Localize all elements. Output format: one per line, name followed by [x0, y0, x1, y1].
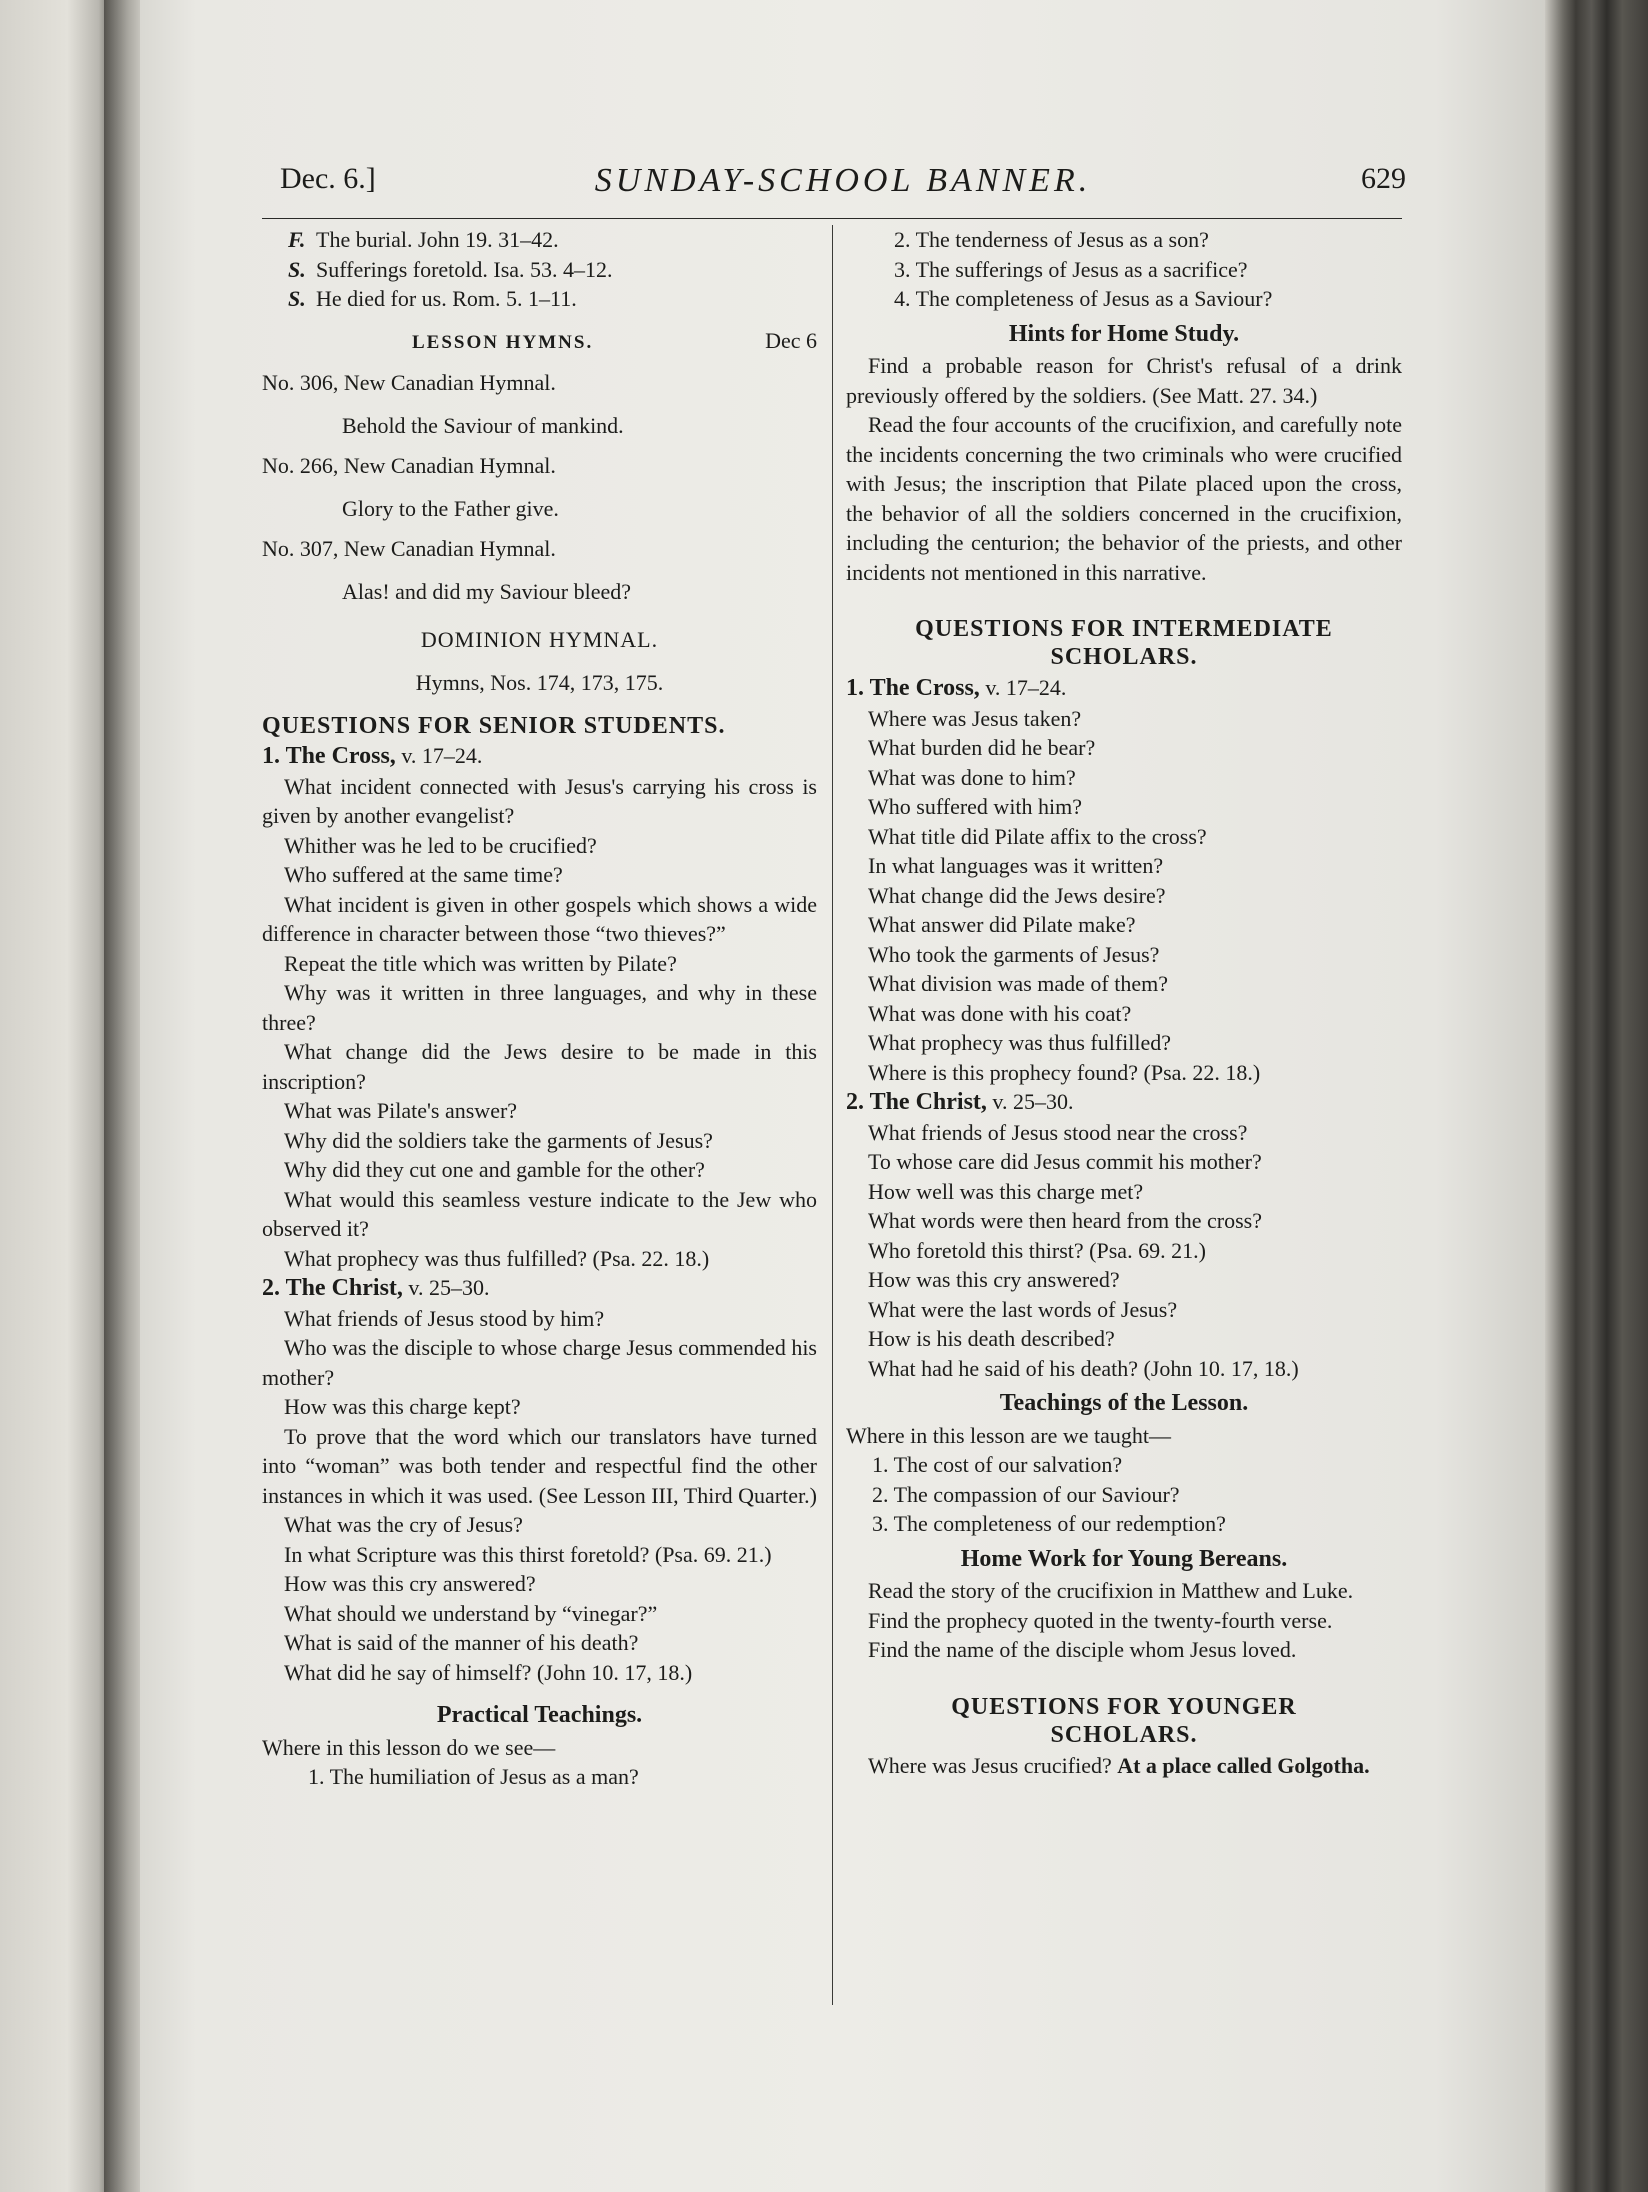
hints-heading: Hints for Home Study. — [1008, 320, 1240, 347]
younger-question: Where was Jesus crucified? At a place called Golgotha. — [868, 1752, 1370, 1778]
question: What answer did Pilate make? — [868, 912, 1136, 937]
practical-item: 4. The completeness of Jesus as a Saviour? — [894, 286, 1273, 311]
dominion-hymnal-heading: DOMINION HYMNAL. — [420, 626, 659, 652]
adjacent-page-edge — [0, 0, 112, 2192]
hymn-number: No. 306, New Canadian Hymnal. — [262, 369, 556, 395]
younger-heading-line2: SCHOLARS. — [1050, 1721, 1198, 1748]
question: What incident is given in other gospels which shows a wide difference in character between those “two thieves?” — [262, 891, 817, 946]
practical-intro: Where in this lesson do we see— — [262, 1734, 556, 1760]
question: Who foretold this thirst? (Psa. 69. 21.) — [868, 1237, 1206, 1263]
question: What was Pilate's answer? — [284, 1098, 518, 1123]
senior-section-christ: 2. The Christ, v. 25–30. — [262, 1275, 490, 1301]
question: How was this cry answered? — [868, 1267, 1120, 1292]
question: What friends of Jesus stood by him? — [284, 1305, 605, 1331]
header-date: Dec. 6.] — [280, 162, 376, 195]
question: What burden did he bear? — [868, 735, 1096, 760]
question: Whither was he led to be crucified? — [284, 832, 597, 858]
question: In what languages was it written? — [868, 853, 1164, 878]
hymn-title: Alas! and did my Saviour bleed? — [342, 579, 631, 604]
intermediate-heading-line2: SCHOLARS. — [1050, 644, 1198, 670]
home-work-paragraph: Find the prophecy quoted in the twenty-fourth verse. — [868, 1607, 1333, 1633]
practical-item: 2. The tenderness of Jesus as a son? — [894, 227, 1209, 252]
question: Who took the garments of Jesus? — [868, 941, 1160, 967]
question: Who suffered with him? — [868, 794, 1083, 819]
book-gutter — [104, 0, 144, 2192]
question: What prophecy was thus fulfilled? (Psa. 22. 18.) — [284, 1245, 710, 1271]
left-column — [262, 225, 817, 1792]
dominion-hymn-numbers: Hymns, Nos. 174, 173, 175. — [415, 670, 664, 695]
daily-reading: F. The burial. John 19. 31–42. — [288, 227, 559, 252]
intermediate-heading-line1: QUESTIONS FOR INTERMEDIATE — [915, 616, 1333, 642]
lesson-hymns-heading: LESSON HYMNS. — [412, 331, 594, 353]
question: What did he say of himself? (John 10. 17, 18.) — [284, 1659, 693, 1685]
younger-heading-line1: QUESTIONS FOR YOUNGER — [951, 1693, 1297, 1720]
question: Who was the disciple to whose charge Jesus commended his mother? — [262, 1335, 817, 1390]
question: Why did the soldiers take the garments of Jesus? — [284, 1127, 713, 1153]
question: What incident connected with Jesus's carrying his cross is given by another evangelist? — [262, 773, 817, 828]
right-column — [846, 225, 1402, 1780]
question: Why did they cut one and gamble for the other? — [284, 1157, 705, 1182]
header-rule — [262, 218, 1402, 219]
question: How well was this charge met? — [868, 1178, 1144, 1204]
question: How is his death described? — [868, 1326, 1115, 1351]
question: What was done with his coat? — [868, 1000, 1132, 1026]
question: What division was made of them? — [868, 971, 1168, 996]
hymn-number: No. 266, New Canadian Hymnal. — [262, 452, 556, 478]
home-work-paragraph: Find the name of the disciple whom Jesus loved. — [868, 1637, 1297, 1662]
column-divider — [832, 225, 833, 2005]
hymn-title: Behold the Saviour of mankind. — [342, 413, 624, 438]
intermediate-section-christ: 2. The Christ, v. 25–30. — [846, 1089, 1074, 1115]
daily-reading: S. He died for us. Rom. 5. 1–11. — [288, 286, 577, 311]
teachings-item: 2. The compassion of our Saviour? — [872, 1481, 1180, 1507]
hints-paragraph: Find a probable reason for Christ's refusal of a drink previously offered by the soldiers. (See Matt. 27. 34.) — [846, 353, 1402, 408]
senior-section-cross: 1. The Cross, v. 17–24. — [262, 743, 483, 769]
teachings-item: 3. The completeness of our redemption? — [872, 1511, 1226, 1536]
lesson-hymns-date: Dec 6 — [765, 327, 817, 353]
question: What was done to him? — [868, 764, 1076, 790]
question: What change did the Jews desire? — [868, 882, 1166, 908]
daily-reading: S. Sufferings foretold. Isa. 53. 4–12. — [288, 256, 613, 282]
page-number: 629 — [1361, 162, 1406, 195]
hymn-title: Glory to the Father give. — [342, 496, 559, 521]
question: What prophecy was thus fulfilled? — [868, 1030, 1172, 1055]
question: Who suffered at the same time? — [284, 862, 563, 887]
question: In what Scripture was this thirst foretold? (Psa. 69. 21.) — [284, 1541, 772, 1567]
question: What were the last words of Jesus? — [868, 1296, 1178, 1322]
running-header — [280, 162, 1406, 212]
home-work-paragraph: Read the story of the crucifixion in Matthew and Luke. — [868, 1578, 1354, 1603]
question: Where is this prophecy found? (Psa. 22. 18.) — [868, 1059, 1261, 1085]
hymn-number: No. 307, New Canadian Hymnal. — [262, 535, 556, 561]
book-edge — [1545, 0, 1648, 2192]
question: What had he said of his death? (John 10. 17, 18.) — [868, 1355, 1299, 1381]
practical-item: 1. The humiliation of Jesus as a man? — [308, 1764, 639, 1789]
teachings-heading: Teachings of the Lesson. — [999, 1390, 1249, 1416]
practical-item: 3. The sufferings of Jesus as a sacrifice? — [894, 256, 1248, 282]
lesson-hymns-heading-row — [262, 326, 817, 358]
question: What friends of Jesus stood near the cross? — [868, 1119, 1248, 1145]
younger-answer: At a place called Golgotha. — [1117, 1752, 1370, 1778]
question: Repeat the title which was written by Pilate? — [284, 950, 677, 976]
question: What would this seamless vesture indicate to the Jew who observed it? — [262, 1186, 817, 1241]
question: To prove that the word which our translators have turned into “woman” was both tender and respectful find the other instances in which it was used. (See Lesson III, Third Quarter.) — [262, 1423, 817, 1508]
question: What is said of the manner of his death? — [284, 1630, 639, 1655]
question: To whose care did Jesus commit his mother? — [868, 1149, 1262, 1174]
hints-paragraph: Read the four accounts of the crucifixion, and carefully note the incidents concerning the two criminals who were crucified with Jesus; the inscription that Pilate placed upon the cross, the behavior of all the soldiers concerned in the crucifixion, including the centurion; the behavior of the priests, and other incidents not mentioned in this narrative. — [846, 412, 1402, 585]
practical-teachings-heading: Practical Teachings. — [436, 1702, 643, 1728]
question: What words were then heard from the cross? — [868, 1208, 1263, 1233]
teachings-item: 1. The cost of our salvation? — [872, 1452, 1123, 1477]
teachings-intro: Where in this lesson are we taught— — [846, 1422, 1172, 1448]
question: Where was Jesus taken? — [868, 705, 1082, 731]
question: How was this cry answered? — [284, 1571, 536, 1596]
question: What was the cry of Jesus? — [284, 1512, 523, 1537]
question: How was this charge kept? — [284, 1394, 521, 1419]
header-title: SUNDAY-SCHOOL BANNER. — [594, 162, 1092, 199]
intermediate-section-cross: 1. The Cross, v. 17–24. — [846, 675, 1067, 701]
senior-questions-heading: QUESTIONS FOR SENIOR STUDENTS. — [262, 712, 726, 739]
question: What change did the Jews desire to be made in this inscription? — [262, 1039, 817, 1094]
question: Why was it written in three languages, and why in these three? — [262, 980, 817, 1035]
question: What should we understand by “vinegar?” — [284, 1600, 658, 1626]
question: What title did Pilate affix to the cross? — [868, 823, 1207, 849]
home-work-heading: Home Work for Young Bereans. — [960, 1545, 1288, 1572]
